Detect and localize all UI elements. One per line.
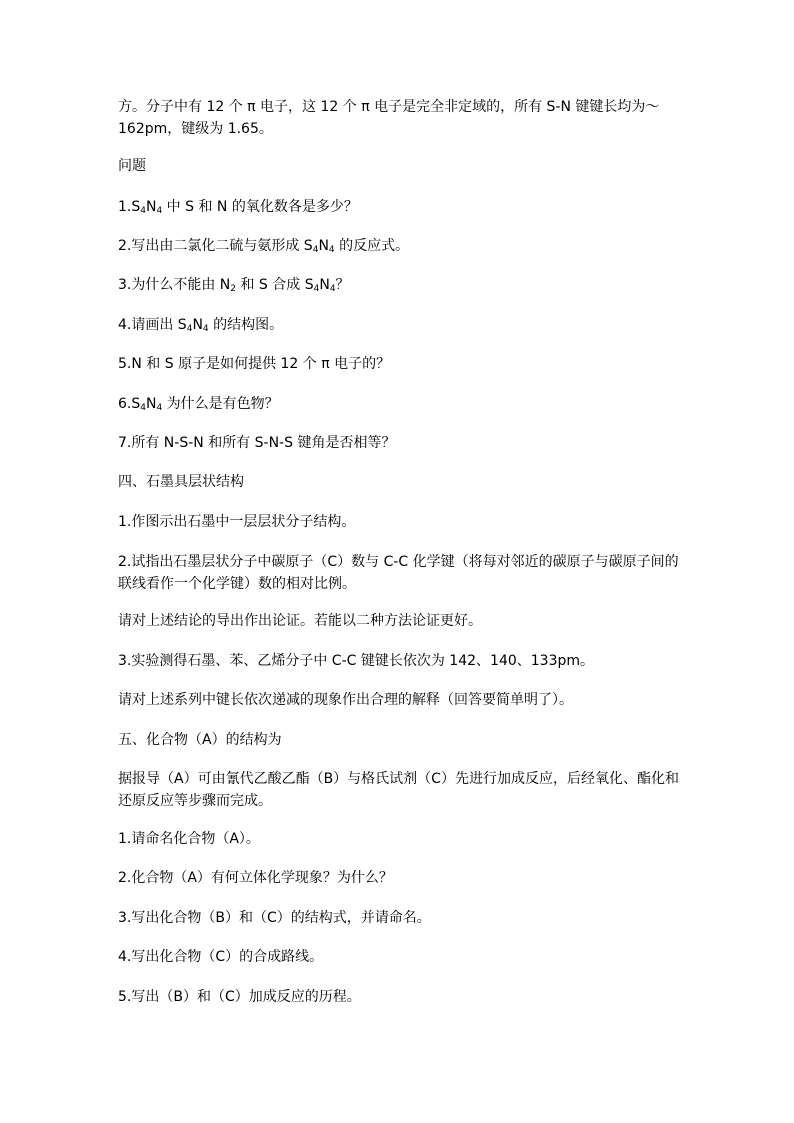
section-5-intro: 据报导（A）可由氰代乙酸乙酯（B）与格氏试剂（C）先进行加成反应，后经氧化、酯化和还原反应等步骤而完成。 bbox=[118, 771, 679, 809]
question-4: 4.请画出 $S_4N_4$ 的结构图。 bbox=[118, 317, 284, 334]
question-7: 7.所有 N-S-N 和所有 S-N-S 键角是否相等？ bbox=[118, 435, 396, 451]
section-4-item-1: 1.作图示出石墨中一层层状分子结构。 bbox=[118, 514, 356, 530]
section-4-item-3: 3.实验测得石墨、苯、乙烯分子中 C-C 键键长依次为 142、140、133pm。 bbox=[118, 653, 594, 669]
section-4-item-2: 2.试指出石墨层状分子中碳原子（C）数与 C-C 化学键（将每对邻近的碳原子与碳原子间的联线看作一个化学键）数的相对比例。 bbox=[118, 554, 679, 592]
section-heading-5: 五、化合物（A）的结构为 bbox=[118, 732, 282, 748]
section-5-item-5: 5.写出（B）和（C）加成反应的历程。 bbox=[118, 989, 361, 1005]
question-5: 5.N 和 S 原子是如何提供 12 个 π 电子的？ bbox=[118, 356, 391, 372]
question-6: $6.S_4N_4$ 为什么是有色物？ bbox=[118, 396, 279, 413]
question-3: 3.为什么不能由 $N_2$ 和 S 合成 $S_4N_4$？ bbox=[118, 277, 350, 294]
section-5-item-2: 2.化合物（A）有何立体化学现象？为什么？ bbox=[118, 870, 393, 886]
section-heading-4: 四、石墨具层状结构 bbox=[118, 474, 244, 490]
question-2: 2.写出由二氯化二硫与氨形成 $S_4N_4$ 的反应式。 bbox=[118, 238, 410, 255]
section-4-note-1: 请对上述结论的导出作出论证。若能以二种方法论证更好。 bbox=[118, 613, 482, 629]
question-1: $1.S_4N_4$ 中 S 和 N 的氧化数各是多少？ bbox=[118, 199, 358, 216]
section-5-item-3: 3.写出化合物（B）和（C）的结构式，并请命名。 bbox=[118, 910, 431, 926]
section-5-item-4: 4.写出化合物（C）的合成路线。 bbox=[118, 949, 324, 965]
paragraph-continuation: 方。分子中有 12 个 π 电子，这 12 个 π 电子是完全非定域的，所有 S-N 键键长均为～162pm，键级为 1.65。 bbox=[118, 99, 660, 137]
section-5-item-1: 1.请命名化合物（A）。 bbox=[118, 831, 260, 847]
section-4-note-2: 请对上述系列中键长依次递减的现象作出合理的解释（回答要简单明了）。 bbox=[118, 692, 573, 708]
section-heading-questions: 问题 bbox=[118, 158, 146, 174]
